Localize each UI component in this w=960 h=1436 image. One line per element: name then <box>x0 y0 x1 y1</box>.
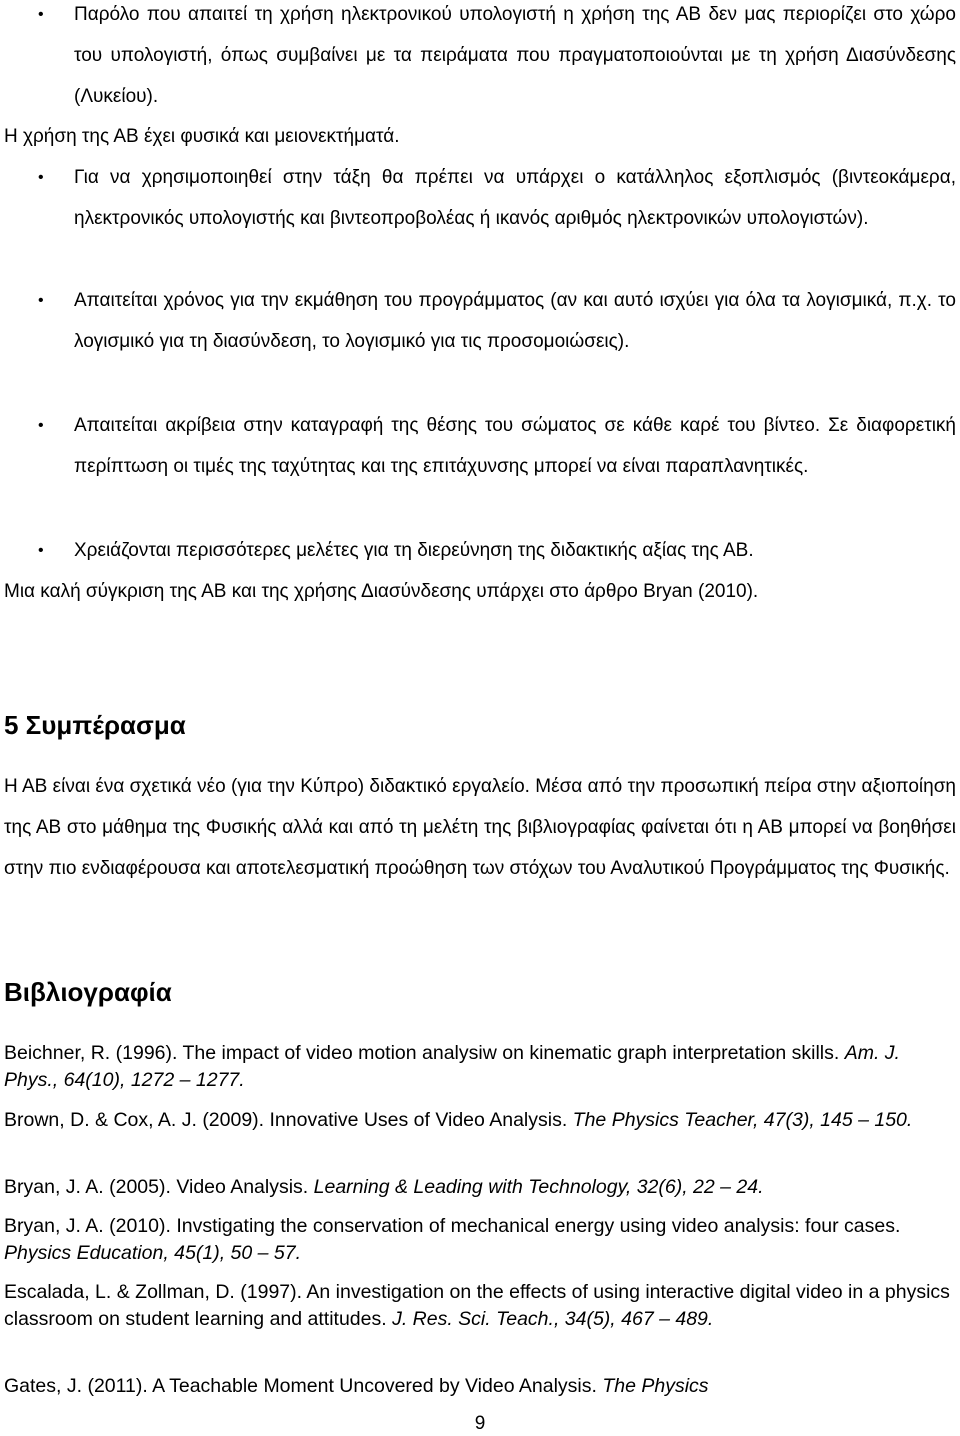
page-number: 9 <box>474 1413 486 1434</box>
bullet-text: Για να χρησιμοποιηθεί στην τάξη θα πρέπει να υπάρχει ο κατάλληλος εξοπλισμός (βιντεοκάμερα, ηλεκτρονικός υπολογιστής και βιντεοπροβολέας ή ικανός αριθμός ηλεκτρονικών υπολογιστών). <box>74 167 956 229</box>
bibliography-heading: Βιβλιογραφία <box>4 977 172 1007</box>
bullet-text: Απαιτείται χρόνος για την εκμάθηση του προγράμματος (αν και αυτό ισχύει για όλα τα λογισμικά, π.χ. το λογισμικό για τη διασύνδεση, το λογισμικό για τις προσομοιώσεις). <box>74 290 956 352</box>
disadvantages-intro: Η χρήση της ΑΒ έχει φυσικά και μειονεκτήματά. <box>4 126 400 147</box>
reference-item: Brown, D. & Cox, A. J. (2009). Innovative Uses of Video Analysis. The Physics Teacher, 47(3), 145 – 150. <box>4 1109 913 1131</box>
reference-item: Bryan, J. A. (2010). Invstigating the conservation of mechanical energy using video analysis: four cases. Physics Education, 45(1), 50 – 57. <box>4 1215 901 1264</box>
reference-item: Beichner, R. (1996). The impact of video motion analysiw on kinematic graph interpretation skills. Am. J. Phys., 64(10), 1272 – 1277. <box>4 1042 900 1091</box>
bullet-icon: • <box>38 6 44 23</box>
bullet-text: Παρόλο που απαιτεί τη χρήση ηλεκτρονικού υπολογιστή η χρήση της ΑΒ δεν μας περιορίζει στο χώρο του υπολογιστή, όπως συμβαίνει με τα πειράματα που πραγματοποιούνται με τη χρήση Διασύνδεσης (Λυκείου). <box>74 4 956 107</box>
reference-item: Gates, J. (2011). A Teachable Moment Uncovered by Video Analysis. The Physics <box>4 1375 709 1397</box>
comparison-line: Μια καλή σύγκριση της ΑΒ και της χρήσης Διασύνδεσης υπάρχει στο άρθρο Bryan (2010). <box>4 581 759 602</box>
bullet-icon: • <box>38 169 44 186</box>
conclusion-paragraph: Η ΑΒ είναι ένα σχετικά νέο (για την Κύπρο) διδακτικό εργαλείο. Μέσα από την προσωπική πείρα στην αξιοποίηση της ΑΒ στο μάθημα της Φυσικής αλλά και από τη μελέτη της βιβλιογραφίας φαίνεται ότι η ΑΒ μπορεί να βοηθήσει στην πιο ενδιαφέρουσα και αποτελεσματική προώθηση των στόχων του Αναλυτικού Προγράμματος της Φυσικής. <box>4 776 956 879</box>
reference-item: Escalada, L. & Zollman, D. (1997). An investigation on the effects of using interactive digital video in a physics classroom on student learning and attitudes. J. Res. Sci. Teach., 34(5), 467 – 489. <box>4 1281 950 1330</box>
bullet-icon: • <box>38 417 44 434</box>
bullet-icon: • <box>38 292 44 309</box>
bullet-text: Χρειάζονται περισσότερες μελέτες για τη διερεύνηση της διδακτικής αξίας της ΑΒ. <box>74 540 754 561</box>
bullet-icon: • <box>38 542 44 559</box>
bullet-text: Απαιτείται ακρίβεια στην καταγραφή της θέσης του σώματος σε κάθε καρέ του βίντεο. Σε διαφορετική περίπτωση οι τιμές της ταχύτητας και της επιτάχυνσης μπορεί να είναι παραπλανητικές. <box>74 415 956 477</box>
reference-item: Bryan, J. A. (2005). Video Analysis. Learning & Leading with Technology, 32(6), 22 – 24. <box>4 1176 764 1198</box>
section-heading: 5 Συμπέρασμα <box>4 710 186 740</box>
